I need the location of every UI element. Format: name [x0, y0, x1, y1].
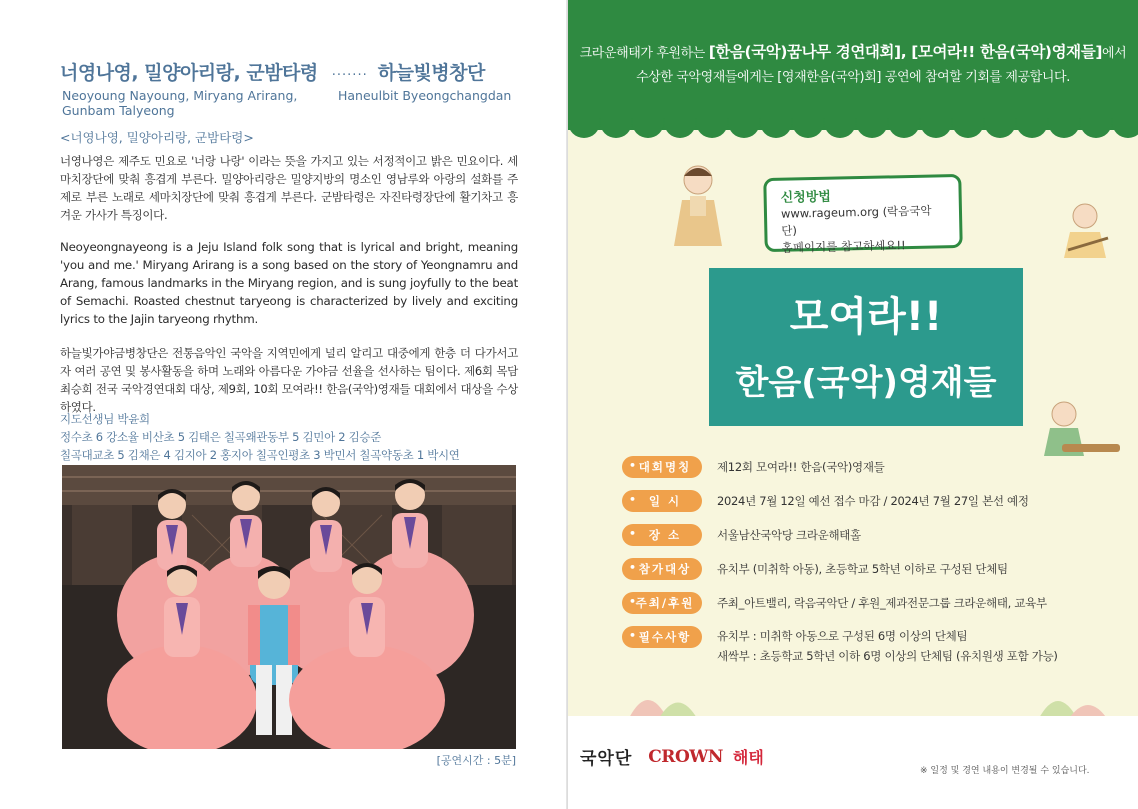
piece-title-english [62, 88, 522, 118]
character-gayageum-illustration [1042, 400, 1122, 460]
info-row-requirements [622, 626, 1058, 666]
banner-line-1-contests: [한음(국악)꿈나무 경연대회], [모여라!! 한음(국악)영재들] [708, 43, 1103, 61]
info-label-pill [622, 592, 702, 614]
hills-illustration [568, 670, 1138, 720]
character-right-illustration [1060, 200, 1110, 260]
info-row-name [622, 456, 884, 478]
apply-website: www.rageum.org (락음국악단) [780, 203, 932, 238]
info-label-pill [622, 626, 702, 648]
info-label-pill [622, 524, 702, 546]
info-label: • 필수사항 [638, 630, 692, 644]
info-value: 유치부 : 미취학 아동으로 구성된 6명 이상의 단체팀 [717, 629, 968, 643]
member-list [60, 410, 530, 464]
member-line: 지도선생님 박윤희 [60, 412, 150, 426]
banner-line-1 [568, 40, 1138, 66]
group-description: 하늘빛가야금병창단은 전통음악인 국악을 지역민에게 널리 알리고 대중에게 한층 더 다가서고자 여러 공연 및 봉사활동을 하며 노래와 아름다운 가야금 선율을 선사하는 팀이다. 제6회 목담 최승희 전국 국악경연대회 대상, 제9회, 10회 모여라!! 한음(국악)영재들 대회에서 대상을 수상하였다. [60, 346, 518, 414]
info-value: 2024년 7월 12일 예선 접수 마감 / 2024년 7월 27일 본선 예정 [717, 494, 1029, 508]
group-photo [62, 465, 516, 749]
sponsor-logos [580, 744, 764, 769]
hills-decoration [568, 670, 1138, 720]
banner-line-1-prefix: 크라운해태가 후원하는 [579, 46, 709, 61]
description-korean: 너영나영은 제주도 민요로 '너랑 나랑' 이라는 뜻을 가지고 있는 서정적이고 밝은 민요이다. 세마치장단에 맞춰 흥겹게 부른다. 밀양아리랑은 밀양지방의 명소인 영남루와 아랑의 설화를 주제로 부른 노래로 세마치장단에 맞춰 흥겹게 부른다. 군밤타령은 자진타령장단에 활기차고 흥겨운 가사가 특징이다. [60, 154, 518, 222]
info-value: 주최_아트밸리, 락음국악단 / 후원_제과전문그룹 크라운해태, 교육부 [717, 596, 1047, 610]
crown-logo: CROWN [648, 746, 723, 767]
info-label: • 일 시 [648, 494, 682, 508]
runtime-label: [공연시간 : 5분] [436, 754, 516, 767]
info-label: • 장 소 [648, 528, 682, 542]
disclaimer-note: ※ 일정 및 경연 내용이 변경될 수 있습니다. [920, 766, 1090, 776]
info-row-date [622, 490, 1029, 512]
left-page [0, 0, 568, 809]
hero-title-line-2: 한음(국악)영재들 [735, 363, 997, 403]
info-value-block [717, 626, 1058, 666]
banner-text [568, 40, 1138, 90]
apply-note: 홈페이지를 참고하세요!! [781, 238, 906, 255]
info-value: 제12회 모여라!! 한음(국악)영재들 [717, 460, 885, 474]
member-line: 정수초 6 강소율 비산초 5 김태은 칠곡왜관동부 5 김민아 2 김승준 [60, 430, 382, 444]
info-label: • 대회명칭 [638, 460, 692, 474]
info-row-organizer [622, 592, 1047, 614]
info-row-eligibility [622, 558, 1008, 580]
info-label-pill [622, 490, 702, 512]
group-name-korean: 하늘빛병창단 [377, 62, 485, 84]
group-photo-illustration [62, 465, 516, 749]
top-banner [568, 0, 1138, 130]
rageum-logo: 국악단 [580, 749, 633, 769]
info-label: • 참가대상 [638, 562, 692, 576]
banner-line-1-suffix: 에서 [1102, 46, 1127, 61]
member-line: 칠곡대교초 5 김채은 4 김지아 2 홍지아 칠곡인평초 3 박민서 칠곡약동초 1 박시연 [60, 448, 460, 462]
piece-title [60, 58, 520, 85]
hero-title [709, 268, 1023, 426]
info-label-pill [622, 456, 702, 478]
info-label: • 주최/후원 [635, 596, 695, 610]
section-subhead: <너영나영, 밀양아리랑, 군밤타령> [60, 130, 254, 145]
info-label-pill [622, 558, 702, 580]
hero-title-box [709, 268, 1023, 426]
apply-box [763, 174, 963, 255]
piece-title-english-group: Haneulbit Byeongchangdan [338, 88, 512, 103]
piece-title-korean: 너영나영, 밀양아리랑, 군밤타령 [60, 62, 318, 84]
piece-title-english-pieces: Neoyoung Nayoung, Miryang Arirang, Gunbam Talyeong [62, 88, 298, 118]
hero-title-line-1: 모여라!! [789, 294, 943, 340]
info-row-venue [622, 524, 861, 546]
info-value: 새싹부 : 초등학교 5학년 이하 6명 이상의 단체팀 (유치원생 포함 가능) [717, 649, 1058, 663]
haitai-logo: 해태 [732, 748, 764, 767]
title-dots: ······· [331, 68, 368, 83]
apply-title: 신청방법 [780, 189, 832, 206]
banner-line-2: 수상한 국악영재들에게는 [영재한음(국악)회] 공연에 참여할 기회를 제공합니다. [636, 70, 1070, 85]
character-left-illustration [668, 160, 728, 250]
info-value: 서울남산국악당 크라운해태홀 [717, 528, 861, 542]
banner-scallop-edge [568, 118, 1138, 148]
description-english: Neoyeongnayeong is a Jeju Island folk song that is lyrical and bright, meaning 'you and me.' Miryang Arirang is a song based on the story of Yeongnamru and Arang, famous landmarks in the Miryang region, and is sung joyfully to the beat of Semachi. Roasted chestnut taryeong is characterized by lively and exciting lyrics to the Jajin taryeong rhythm. [60, 240, 518, 326]
info-value: 유치부 (미취학 아동), 초등학교 5학년 이하로 구성된 단체팀 [717, 562, 1008, 576]
